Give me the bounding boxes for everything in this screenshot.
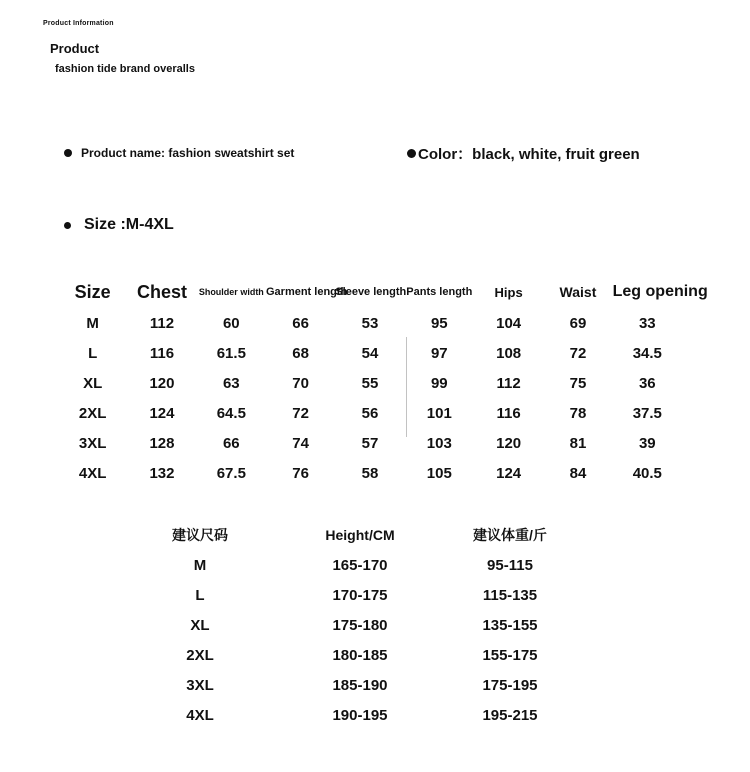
table-cell: 33 xyxy=(638,314,656,332)
table-row xyxy=(58,398,682,428)
table-cell: 165-170 xyxy=(332,556,388,574)
table-cell: 101 xyxy=(426,404,452,422)
table-row xyxy=(58,458,682,488)
table-cell: 69 xyxy=(569,314,587,332)
table-cell: 155-175 xyxy=(482,646,538,664)
page-title: Product xyxy=(50,41,100,56)
table-cell: 180-185 xyxy=(332,646,388,664)
table-cell: 3XL xyxy=(78,434,107,452)
table-cell: 170-175 xyxy=(332,586,388,604)
table-cell: 54 xyxy=(361,344,379,362)
table-cell: 97 xyxy=(430,344,448,362)
table-cell: 128 xyxy=(149,434,175,452)
column-header: Pants length xyxy=(406,286,473,298)
table-cell: 105 xyxy=(426,464,452,482)
table-row xyxy=(120,700,580,730)
table-cell: 72 xyxy=(292,404,309,422)
table-row xyxy=(58,338,682,368)
table-cell: 4XL xyxy=(78,464,107,482)
table-cell: 195-215 xyxy=(482,706,538,724)
table-cell: 72 xyxy=(569,344,587,362)
table-cell: 57 xyxy=(361,434,379,452)
table-cell: 81 xyxy=(569,434,587,452)
table-cell: 190-195 xyxy=(332,706,388,724)
size-chart-header-row xyxy=(58,276,682,308)
table-cell: 124 xyxy=(149,404,175,422)
table-cell: 40.5 xyxy=(632,464,662,482)
column-header: Height/CM xyxy=(325,527,395,543)
table-cell: 60 xyxy=(222,314,240,332)
column-header: Chest xyxy=(136,281,187,302)
column-header: Hips xyxy=(494,284,523,300)
table-cell: 66 xyxy=(222,434,240,452)
table-cell: 56 xyxy=(361,404,379,422)
table-cell: 115-135 xyxy=(482,586,538,604)
table-cell: 36 xyxy=(638,374,656,392)
table-cell: 39 xyxy=(638,434,656,452)
recommendation-body xyxy=(120,550,580,730)
table-cell: 68 xyxy=(292,344,309,362)
table-cell: 53 xyxy=(361,314,379,332)
table-cell: 34.5 xyxy=(632,344,662,362)
bullet-icon xyxy=(64,222,71,229)
table-cell: 37.5 xyxy=(632,404,662,422)
product-name-text: Product name: fashion sweatshirt set xyxy=(81,146,295,160)
table-cell: 70 xyxy=(292,374,309,392)
table-cell: 112 xyxy=(149,314,175,332)
table-cell: 185-190 xyxy=(332,676,388,694)
size-attribute xyxy=(64,216,174,234)
recommendation-table xyxy=(120,520,580,730)
table-cell: 104 xyxy=(496,314,522,332)
product-name-attribute xyxy=(64,146,294,160)
table-cell: M xyxy=(193,556,207,574)
table-cell: 64.5 xyxy=(216,404,246,422)
table-cell: 66 xyxy=(292,314,309,332)
table-cell: 116 xyxy=(496,404,521,422)
table-cell: 95-115 xyxy=(487,556,533,574)
table-cell: XL xyxy=(190,616,210,634)
table-cell: 76 xyxy=(292,464,309,482)
table-cell: 55 xyxy=(361,374,379,392)
table-cell: 108 xyxy=(496,344,522,362)
section-label: Product Information xyxy=(43,20,114,27)
table-cell: L xyxy=(88,344,98,362)
color-text: Color：black, white, fruit green xyxy=(418,146,640,163)
table-cell: 61.5 xyxy=(216,344,246,362)
table-row xyxy=(58,428,682,458)
column-header: Size xyxy=(74,281,111,302)
table-cell: 103 xyxy=(426,434,452,452)
table-cell: 67.5 xyxy=(216,464,246,482)
table-cell: 175-195 xyxy=(482,676,538,694)
color-attribute xyxy=(407,143,640,164)
size-chart-body xyxy=(58,308,682,488)
table-cell: 120 xyxy=(496,434,522,452)
column-header: Sleeve length xyxy=(335,286,407,298)
table-cell: 3XL xyxy=(186,676,214,694)
table-cell: 132 xyxy=(149,464,175,482)
table-row xyxy=(120,550,580,580)
table-cell: 75 xyxy=(569,374,587,392)
table-row xyxy=(120,670,580,700)
table-row xyxy=(120,640,580,670)
column-header: Shoulder width xyxy=(198,287,264,297)
table-row xyxy=(120,610,580,640)
table-cell: 74 xyxy=(292,434,309,452)
product-subtitle: fashion tide brand overalls xyxy=(55,63,195,75)
table-cell: 112 xyxy=(496,374,521,392)
bullet-icon xyxy=(64,149,72,157)
table-cell: 95 xyxy=(430,314,448,332)
bullet-icon xyxy=(407,149,416,158)
table-cell: L xyxy=(195,586,205,604)
table-cell: 63 xyxy=(222,374,240,392)
column-header: Garment length xyxy=(265,286,348,298)
table-cell: 2XL xyxy=(78,404,107,422)
size-text: Size :M-4XL xyxy=(84,216,174,233)
table-cell: 175-180 xyxy=(332,616,388,634)
table-cell: 78 xyxy=(569,404,587,422)
column-header: Waist xyxy=(559,284,597,300)
recommendation-header-row xyxy=(120,520,580,550)
table-row xyxy=(58,368,682,398)
table-row xyxy=(120,580,580,610)
table-cell: 58 xyxy=(361,464,379,482)
table-cell: 99 xyxy=(430,374,448,392)
table-cell: 124 xyxy=(496,464,522,482)
table-cell: 135-155 xyxy=(482,616,538,634)
table-cell: 116 xyxy=(149,344,175,362)
column-header: 建议尺码 xyxy=(172,527,228,543)
table-row xyxy=(58,308,682,338)
table-cell: M xyxy=(86,314,99,332)
size-chart-table xyxy=(58,276,708,488)
column-header: Leg opening xyxy=(612,283,708,300)
column-header: 建议体重/斤 xyxy=(473,527,547,543)
table-cell: 84 xyxy=(569,464,587,482)
table-cell: 2XL xyxy=(186,646,214,664)
table-cell: 120 xyxy=(149,374,175,392)
table-divider-line xyxy=(406,337,407,437)
table-cell: 4XL xyxy=(186,706,214,724)
table-cell: XL xyxy=(83,374,103,392)
